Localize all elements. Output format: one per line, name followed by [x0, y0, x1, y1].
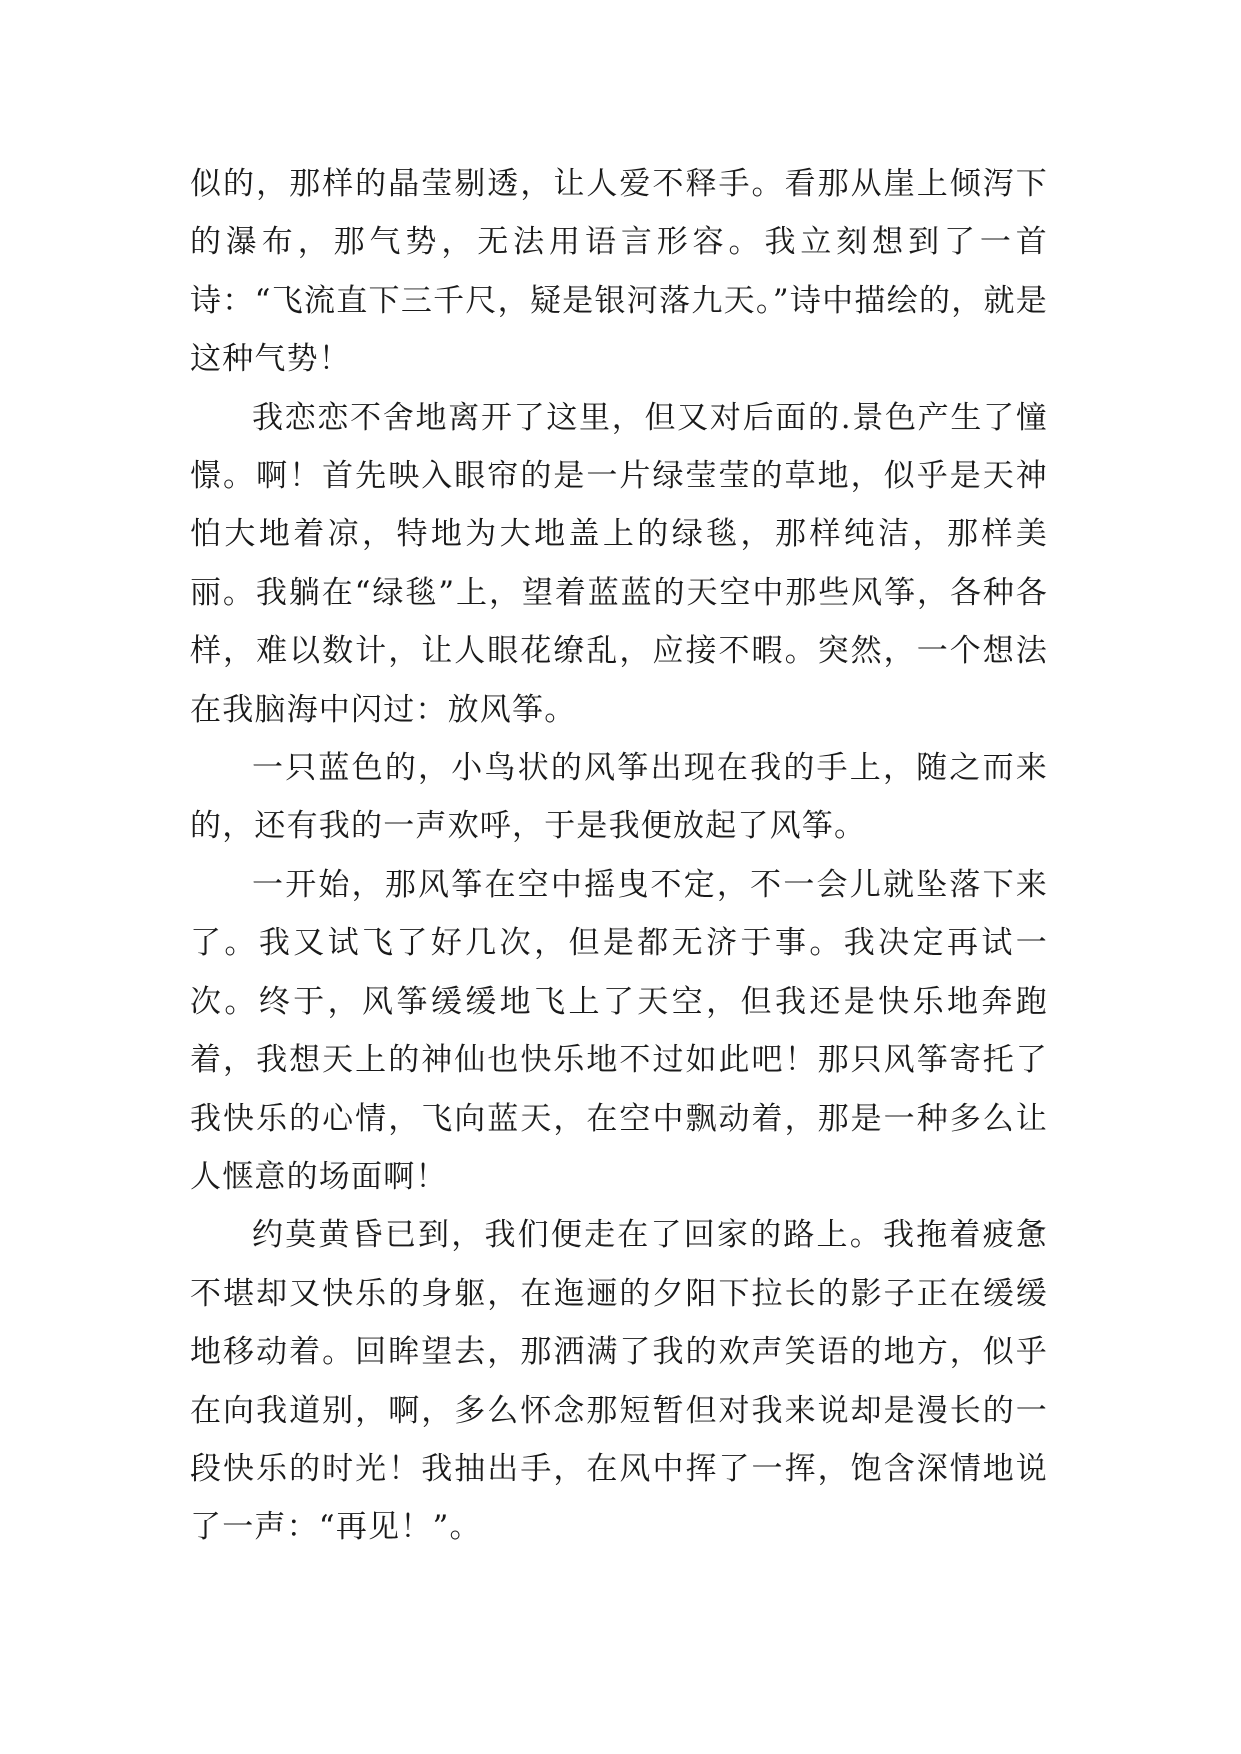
paragraph: 我恋恋不舍地离开了这里，但又对后面的.景色产生了憧憬。啊！首先映入眼帘的是一片绿莹莹的草地，似乎是天神怕大地着凉，特地为大地盖上的绿毯，那样纯洁，那样美丽。我躺在“绿毯”上，望着蓝蓝的天空中那些风筝，各种各样，难以数计，让人眼花缭乱，应接不暇。突然，一个想法在我脑海中闪过：放风筝。 — [190, 399, 1048, 728]
paragraph: 一开始，那风筝在空中摇曳不定，不一会儿就坠落下来了。我又试飞了好几次，但是都无济于事。我决定再试一次。终于，风筝缓缓地飞上了天空，但我还是快乐地奔跑着，我想天上的神仙也快乐地不过如此吧！那只风筝寄托了我快乐的心情，飞向蓝天，在空中飘动着，那是一种多么让人惬意的场面啊！ — [190, 866, 1048, 1195]
paragraph-continuation: 似的，那样的晶莹剔透，让人爱不释手。看那从崖上倾泻下的瀑布，那气势，无法用语言形容。我立刻想到了一首诗：“飞流直下三千尺，疑是银河落九天。”诗中描绘的，就是这种气势！ — [190, 166, 1048, 378]
paragraph: 约莫黄昏已到，我们便走在了回家的路上。我拖着疲惫不堪却又快乐的身躯，在迤逦的夕阳下拉长的影子正在缓缓地移动着。回眸望去，那洒满了我的欢声笑语的地方，似乎在向我道别，啊，多么怀念那短暂但对我来说却是漫长的一段快乐的时光！我抽出手，在风中挥了一挥，饱含深情地说了一声：“再见！”。 — [190, 1217, 1048, 1546]
paragraph: 一只蓝色的，小鸟状的风筝出现在我的手上，随之而来的，还有我的一声欢呼，于是我便放起了风筝。 — [190, 750, 1048, 845]
document-body — [190, 155, 1048, 1557]
